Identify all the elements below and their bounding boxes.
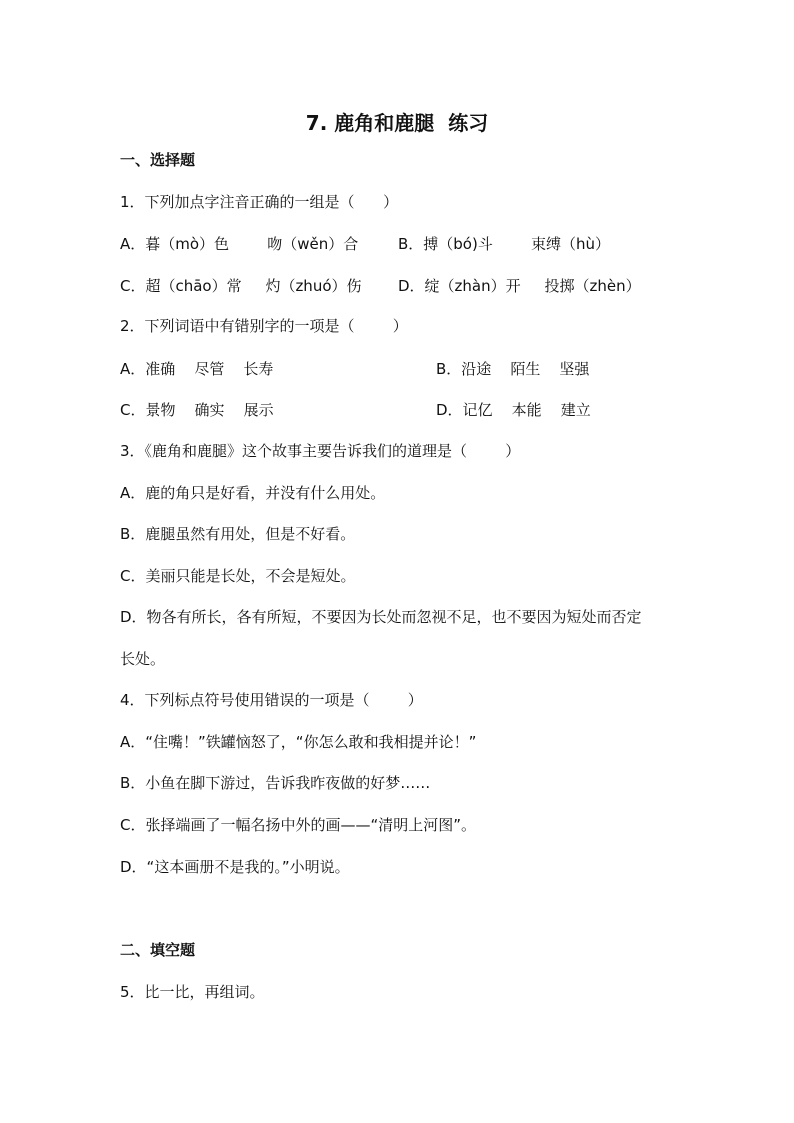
question-3-option-a: A．鹿的角只是好看，并没有什么用处。 [120, 484, 386, 502]
question-3-stem: 3．《鹿角和鹿腿》这个故事主要告诉我们的道理是（ ） [120, 442, 521, 460]
question-3-option-c: C．美丽只能是长处，不会是短处。 [120, 567, 356, 585]
question-1-option-c: C．超（chāo）常 灼（zhuó）伤 [120, 277, 362, 295]
question-3-option-d-continued: 长处。 [120, 650, 166, 668]
question-2-option-a: A．准确 尽管 长寿 [120, 360, 274, 378]
question-3-option-d: D．物各有所长，各有所短，不要因为长处而忽视不足，也不要因为短处而否定 [120, 608, 642, 626]
question-2-option-d: D．记亿 本能 建立 [436, 401, 591, 419]
question-4-option-b: B．小鱼在脚下游过，告诉我昨夜做的好梦…… [120, 774, 431, 792]
question-1-option-a: A．暮（mò）色 吻（wěn）合 [120, 235, 359, 253]
page-title: 7. 鹿角和鹿腿 练习 [305, 111, 489, 135]
question-5-stem: 5．比一比，再组词。 [120, 983, 265, 1001]
question-4-stem: 4．下列标点符号使用错误的一项是（ ） [120, 691, 423, 709]
question-3-option-b: B．鹿腿虽然有用处，但是不好看。 [120, 525, 356, 543]
question-4-option-a: A．“住嘴！”铁罐恼怒了，“你怎么敢和我相提并论！” [120, 733, 477, 751]
section-heading-choice: 一、选择题 [120, 151, 196, 169]
question-4-option-c: C．张择端画了一幅名扬中外的画——“清明上河图”。 [120, 816, 477, 834]
question-4-option-d: D．“这本画册不是我的。”小明说。 [120, 858, 350, 876]
question-1-stem: 1．下列加点字注音正确的一组是（ ） [120, 193, 399, 211]
question-2-option-c: C．景物 确实 展示 [120, 401, 274, 419]
question-2-stem: 2．下列词语中有错别字的一项是（ ） [120, 317, 408, 335]
section-heading-fill: 二、填空题 [120, 941, 196, 959]
question-2-option-b: B．沿途 陌生 坚强 [436, 360, 590, 378]
question-1-option-b: B．搏（bó)斗 束缚（hù） [398, 235, 611, 253]
question-1-option-d: D．绽（zhàn）开 投掷（zhèn） [398, 277, 641, 295]
